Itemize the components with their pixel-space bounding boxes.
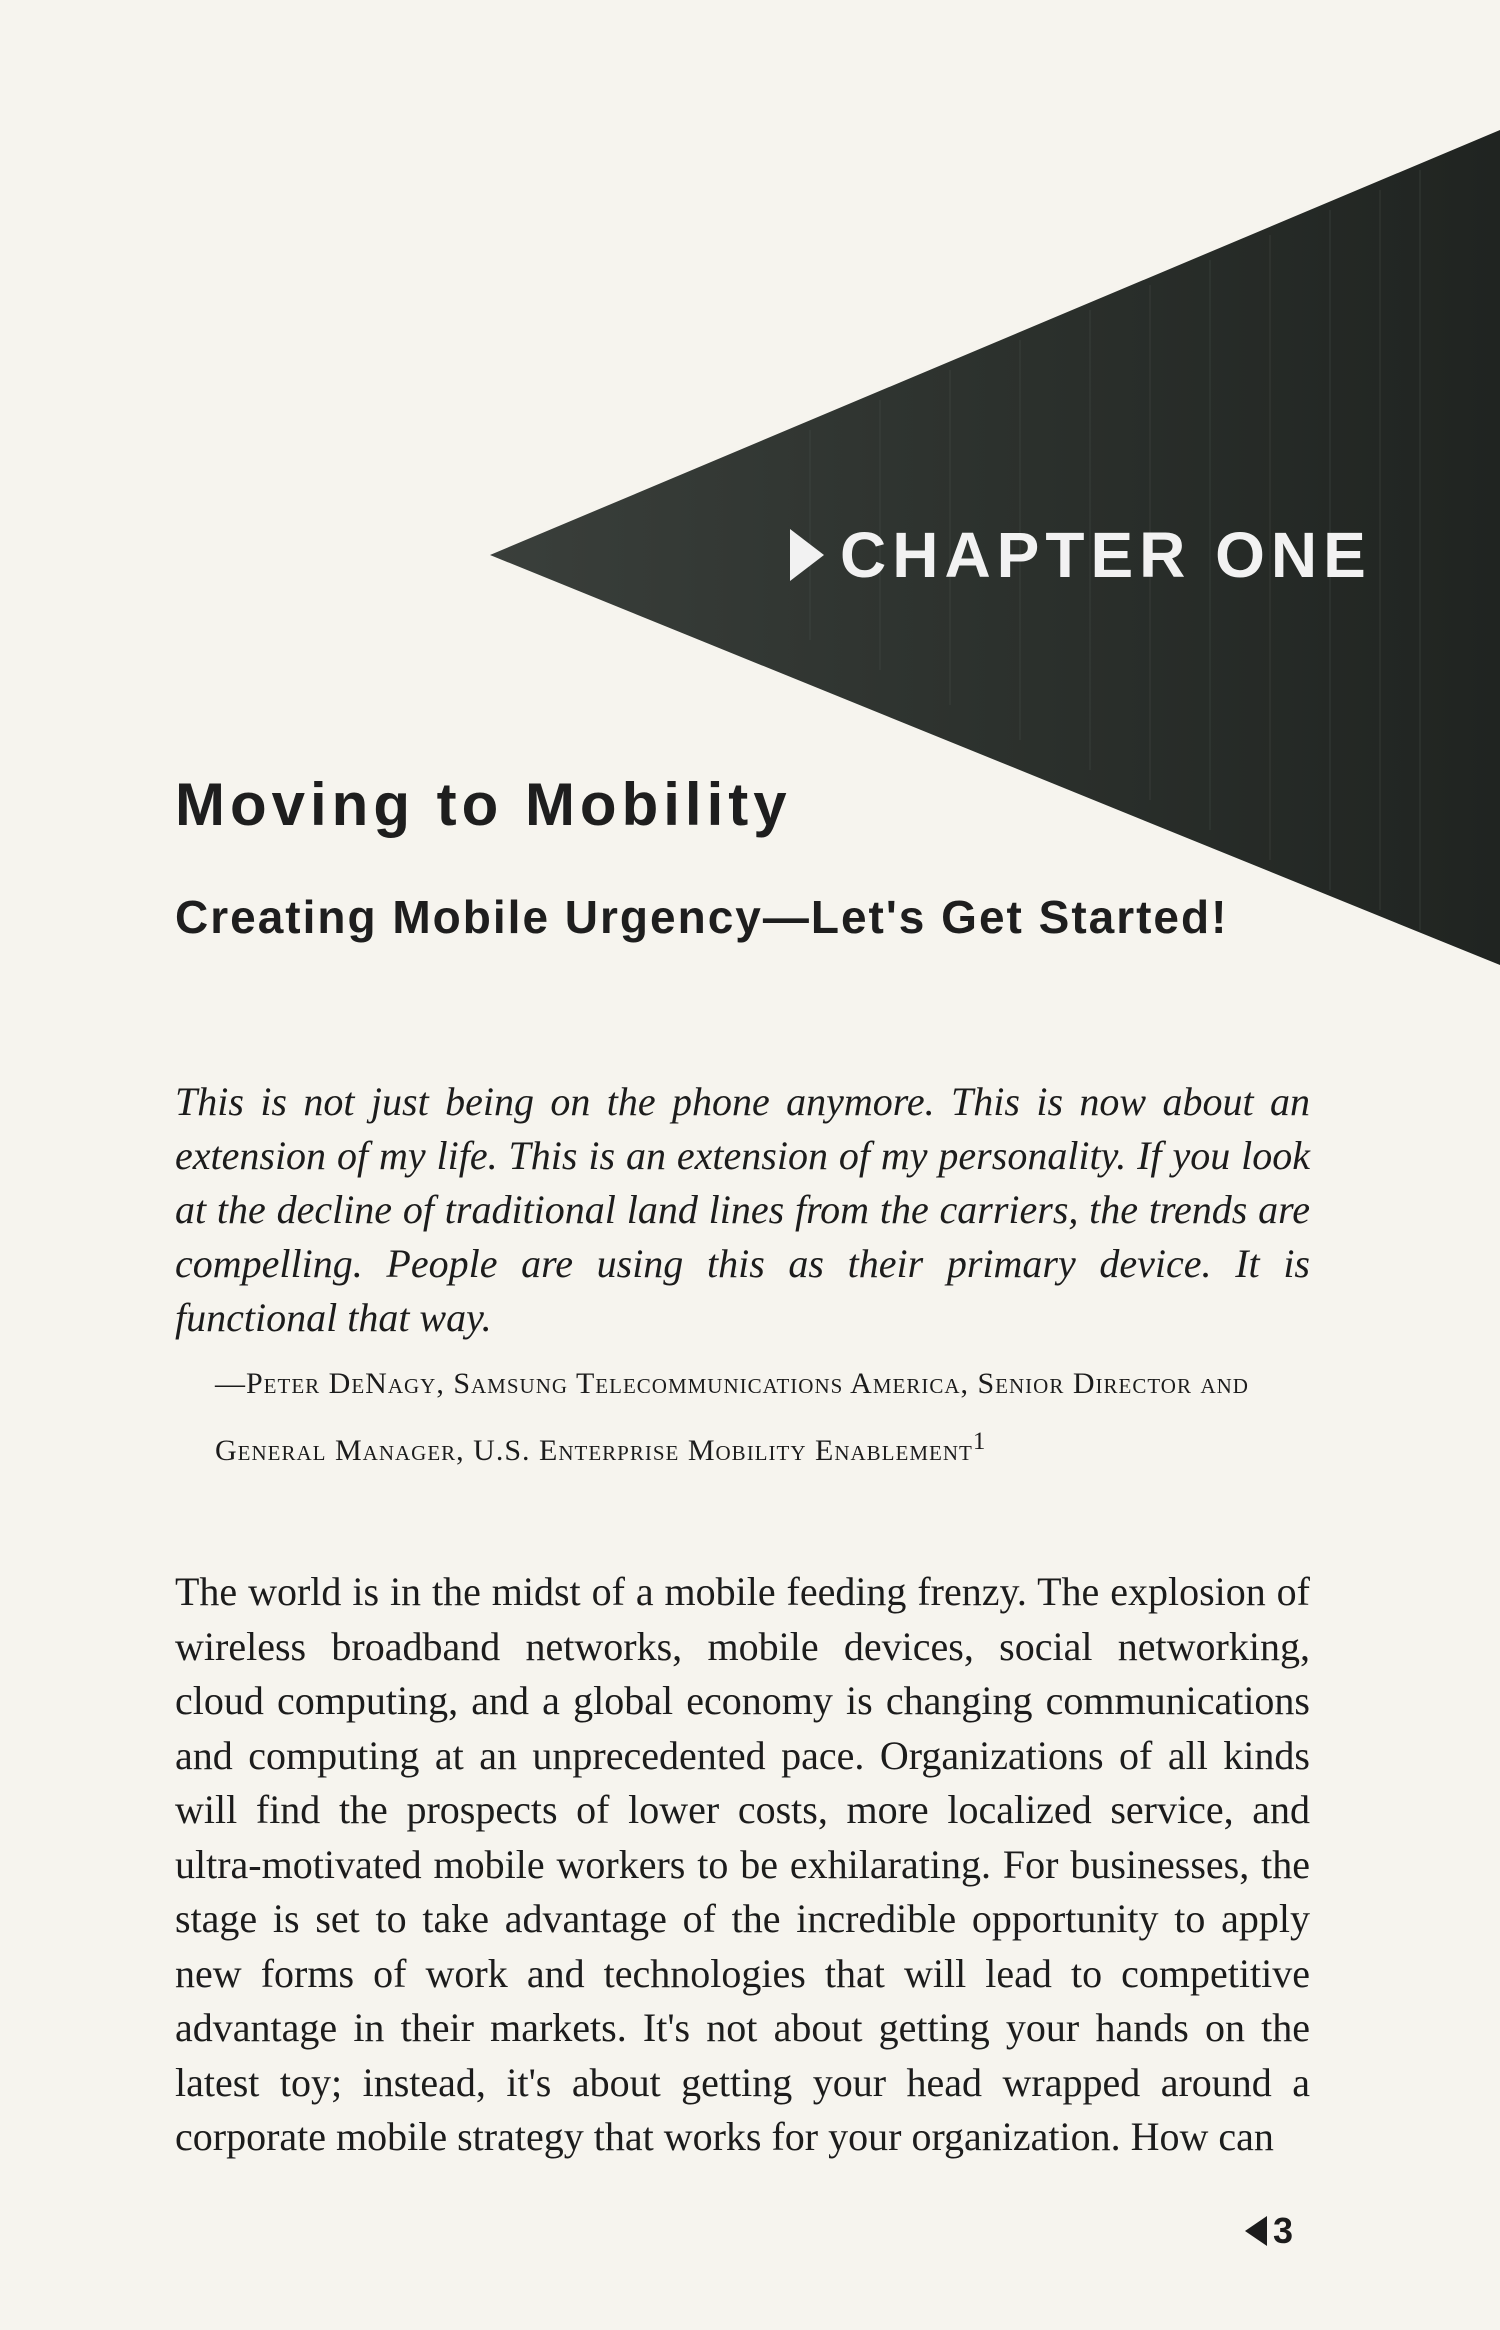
chapter-title: Moving to Mobility xyxy=(175,771,792,838)
page-arrow-icon xyxy=(1245,2216,1267,2246)
body-paragraph: The world is in the midst of a mobile feeding frenzy. The explosion of wireless broadband networks, mobile devices, social networking, cloud computing, and a global economy is changing communications and computing at an unprecedented pace. Organizations of all kinds will find the prospects of lower costs, more localized service, and ultra-motivated mobile workers to be exhilarating. For businesses, the stage is set to take advantage of the incredible opportunity to apply new forms of work and technologies that will lead to competitive advantage in their markets. It's not about getting your hands on the latest toy; instead, it's about getting your head wrapped around a corporate mobile strategy that works for your organization. How can xyxy=(175,1569,1310,2159)
chapter-label xyxy=(790,500,1372,610)
epigraph xyxy=(175,1075,1310,1480)
chapter-subtitle: Creating Mobile Urgency—Let's Get Started! xyxy=(175,891,1229,943)
footnote-marker[interactable]: 1 xyxy=(972,1428,987,1455)
epigraph-quote: This is not just being on the phone anymore. This is now about an extension of my life. This is an extension of my personality. If you look at the decline of traditional land lines from the carriers, the trends are compelling. People are using this as their primary device. It is functional that way. xyxy=(175,1079,1310,1340)
page-number xyxy=(1245,2210,1293,2252)
chapter-label-text: CHAPTER ONE xyxy=(840,519,1372,591)
chapter-arrow-icon xyxy=(790,529,824,581)
epigraph-attribution-text: —Peter DeNagy, Samsung Telecommunications America, Senior Director and General Manager, U.S. Enterprise Mobility Enablement xyxy=(215,1367,1249,1467)
page-number-text: 3 xyxy=(1273,2210,1294,2251)
epigraph-attribution xyxy=(215,1355,1310,1480)
